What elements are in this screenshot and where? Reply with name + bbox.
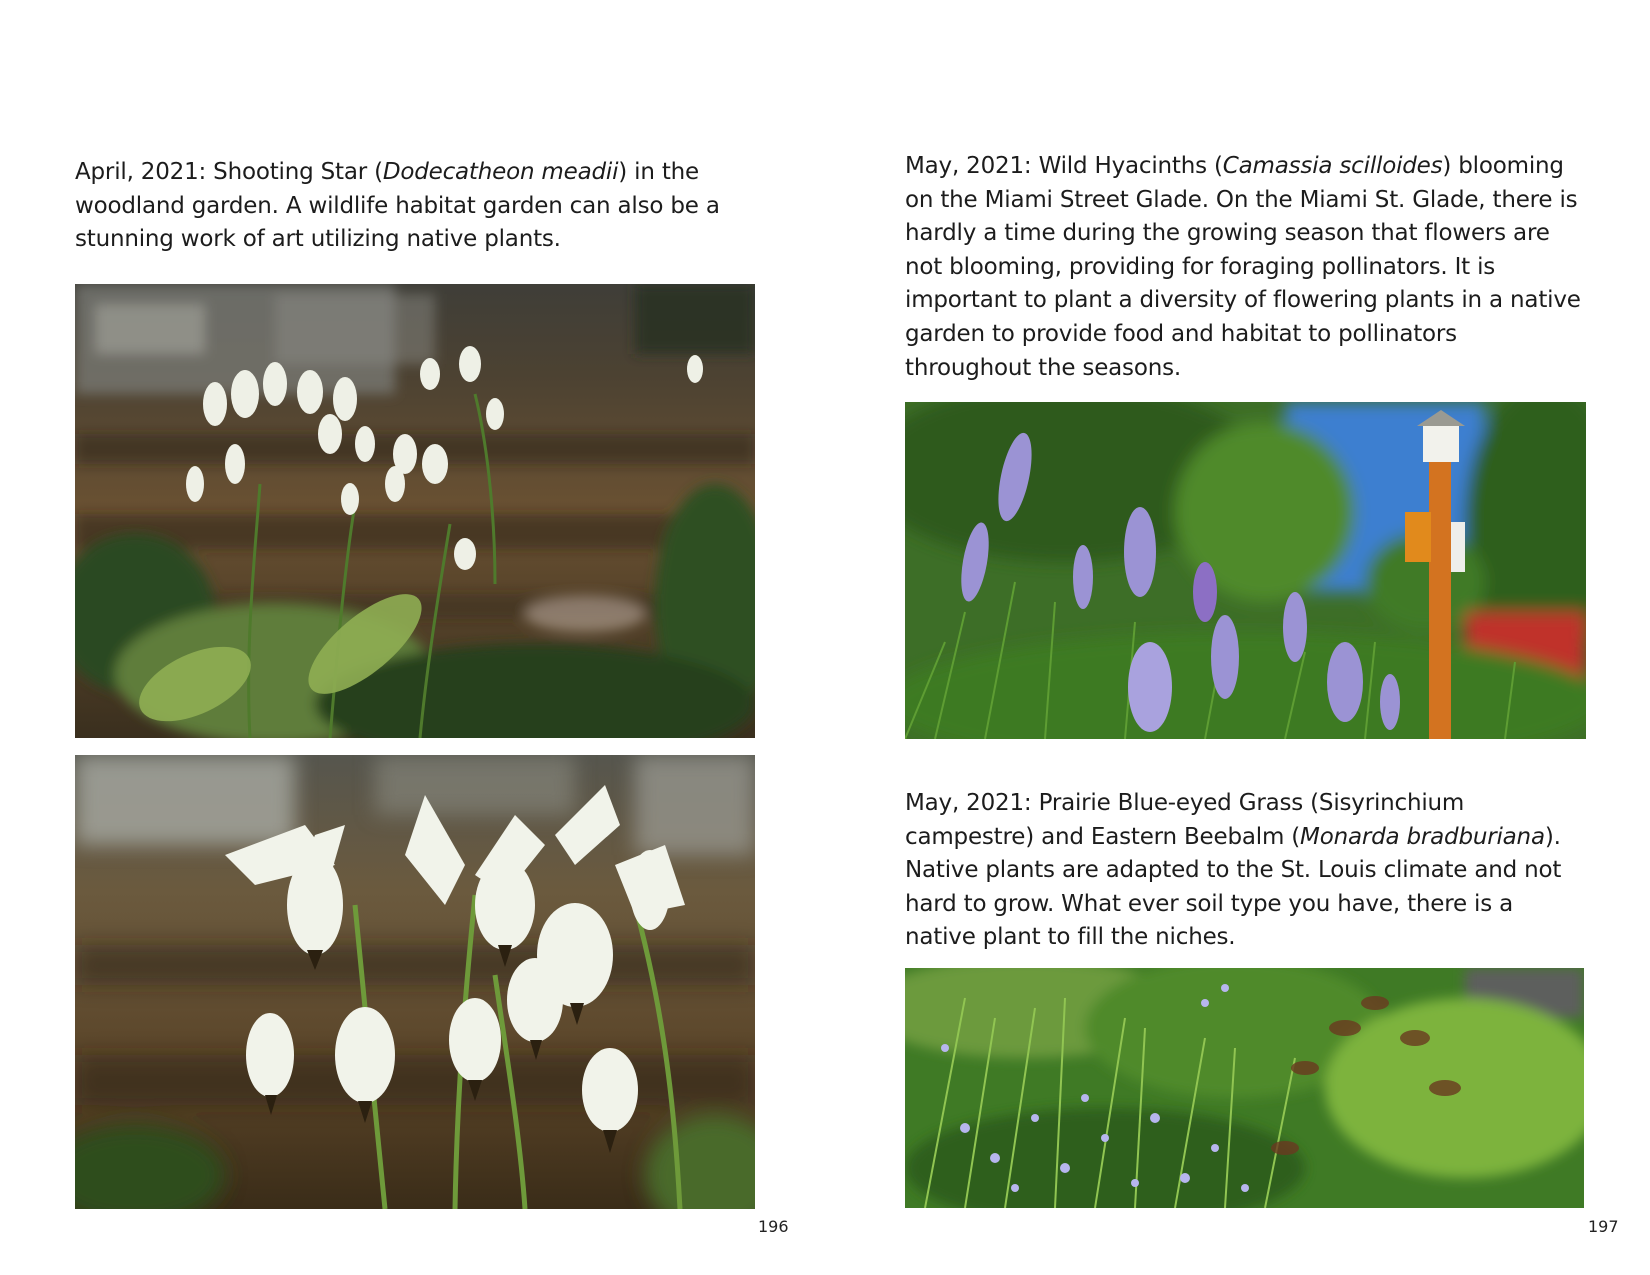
species-name: Monarda bradburiana [1300, 823, 1545, 850]
blue-eyed-grass-caption: May, 2021: Prairie Blue-eyed Grass (Sisyrinchium campestre) and Eastern Beebalm (Monarda bradburiana). Native plants are adapted to the St. Louis climate and not hard to grow. What ever soil type you have, there is a native plant to fill the niches. [905, 790, 1562, 951]
shooting-star-closeup-photo [75, 755, 755, 1209]
shooting-star-caption: April, 2021: Shooting Star (Dodecatheon meadii) in the woodland garden. A wildlife habitat garden can also be a stunning work of art utilizing native plants. [75, 159, 720, 253]
species-name: Dodecatheon meadii [382, 159, 619, 185]
right-page [825, 0, 1650, 1275]
blue-eyed-grass-beebalm-photo [905, 968, 1584, 1208]
page-number: 197 [1588, 1217, 1619, 1236]
wild-hyacinth-caption: May, 2021: Wild Hyacinths (Camassia scilloides) blooming on the Miami Street Glade. On the Miami St. Glade, there is hardly a time during the growing season that flowers are not blooming, providing for foraging pollinators. It is important to plant a diversity of flowering plants in a native garden to provide food and habitat to pollinators throughout the seasons. [905, 153, 1581, 381]
species-name: Camassia scilloides [1222, 153, 1443, 179]
wild-hyacinth-glade-photo [905, 402, 1586, 739]
page-number: 196 [758, 1217, 789, 1236]
shooting-star-woodland-photo [75, 284, 755, 738]
